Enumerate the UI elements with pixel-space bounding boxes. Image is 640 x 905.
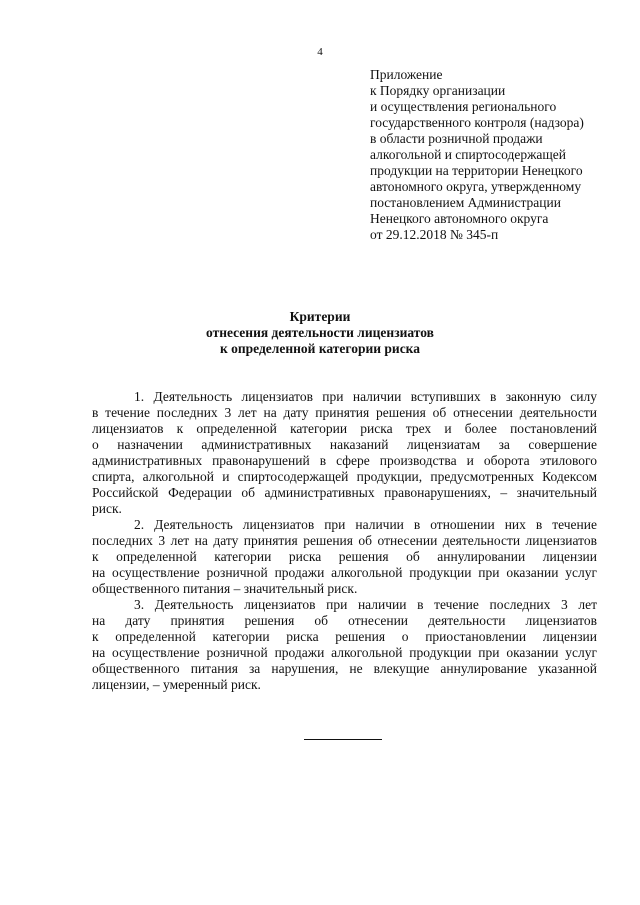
paragraph-3-line: лицензии, – умеренный риск. [92, 677, 261, 692]
paragraph-2-line: последних 3 лет на дату принятия решения об отнесении деятельности лицензиатов [92, 533, 597, 548]
appendix-line: автономного округа, утвержденному [370, 179, 582, 194]
appendix-line: и осуществления регионального [370, 99, 557, 114]
document-title [0, 309, 640, 357]
paragraph-3-line: общественного питания за нарушения, не влекущие аннулирование указанной [92, 661, 597, 676]
page-number: 4 [317, 46, 323, 58]
paragraph-1-line: в течение последних 3 лет на дату принятия решения об отнесении деятельности [92, 405, 597, 420]
paragraph-1-line: спирта, алкогольной и спиртосодержащей продукции, предусмотренных Кодексом [92, 469, 597, 484]
paragraph-1-line: 1. Деятельность лицензиатов при наличии вступивших в законную силу [134, 389, 597, 404]
paragraph-2-line: общественного питания – значительный риск. [92, 581, 358, 596]
paragraph-1-line: о назначении административных наказаний лицензиатам за совершение [92, 437, 597, 452]
appendix-line: Приложение [370, 67, 443, 82]
appendix-line: продукции на территории Ненецкого [370, 163, 583, 178]
appendix-line: алкогольной и спиртосодержащей [370, 147, 567, 162]
paragraph-1-line: лицензиатов к определенной категории риска трех и более постановлений [92, 421, 597, 436]
end-separator-line [304, 739, 382, 740]
paragraph-1-line: административных правонарушений в сфере производства и оборота этилового [92, 453, 597, 468]
paragraph-2-line: на осуществление розничной продажи алкогольной продукции при оказании услуг [92, 565, 597, 580]
appendix-line: от 29.12.2018 № 345-п [370, 227, 499, 242]
appendix-line: государственного контроля (надзора) [370, 115, 584, 130]
appendix-line: к Порядку организации [370, 83, 506, 98]
title-line: отнесения деятельности лицензиатов [206, 325, 434, 340]
paragraph-3-line: к определенной категории риска решения о приостановлении лицензии [92, 629, 597, 644]
paragraph-2-line: 2. Деятельность лицензиатов при наличии в отношении них в течение [134, 517, 597, 532]
paragraph-3-line: 3. Деятельность лицензиатов при наличии в течение последних 3 лет [134, 597, 597, 612]
paragraph-1-line: Российской Федерации об административных правонарушениях, – значительный [92, 485, 597, 500]
paragraph-1-line: риск. [92, 501, 122, 516]
title-line: к определенной категории риска [219, 341, 421, 356]
appendix-line: Ненецкого автономного округа [370, 211, 549, 226]
appendix-line: в области розничной продажи [370, 131, 543, 146]
appendix-header [370, 67, 620, 243]
appendix-line: постановлением Администрации [370, 195, 561, 210]
paragraph-2-line: к определенной категории риска решения об аннулировании лицензии [92, 549, 597, 564]
document-body [92, 389, 597, 693]
title-line: Критерии [289, 309, 351, 324]
paragraph-3-line: на осуществление розничной продажи алкогольной продукции при оказании услуг [92, 645, 597, 660]
paragraph-3-line: на дату принятия решения об отнесении деятельности лицензиатов [92, 613, 597, 628]
